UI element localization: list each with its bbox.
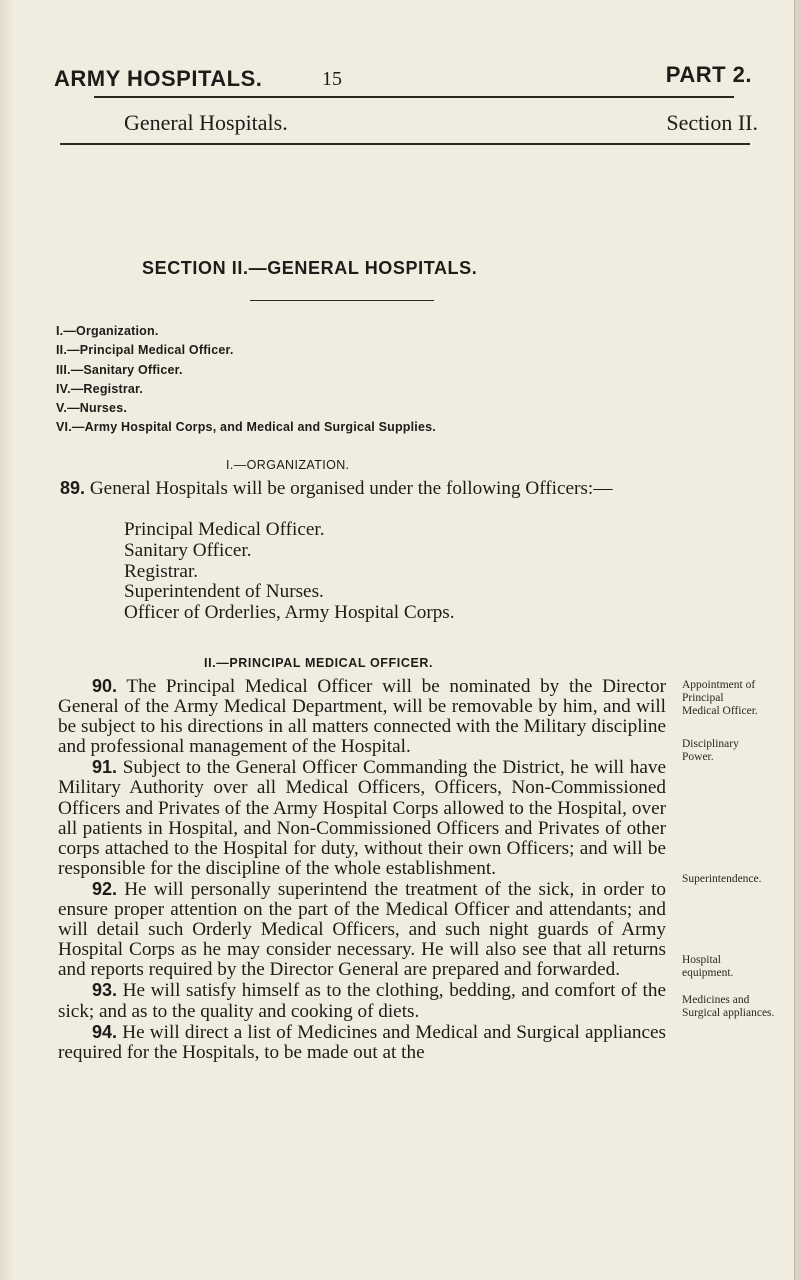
marginal-note: Disciplinary Power.: [682, 738, 739, 763]
paragraph-text: The Principal Medical Officer will be nominated by the Director General of the Army Medical Department, will be removable by him, and will be subject to his directions in all matters connected with the Military discipline and professional management of the Hospital.: [58, 676, 666, 758]
contents-item: IV.—Registrar.: [56, 381, 144, 396]
contents-item: V.—Nurses.: [56, 401, 128, 416]
officer-item: Officer of Orderlies, Army Hospital Corps.: [124, 602, 455, 624]
marginal-note: Superintendence.: [682, 873, 762, 885]
paragraph-91: [58, 757, 666, 879]
paragraph-89: [60, 478, 672, 499]
paragraph-92: [58, 879, 666, 980]
marginal-note: Hospital equipment.: [682, 954, 734, 979]
officer-item: Sanitary Officer.: [124, 539, 252, 561]
section-rule: [250, 300, 434, 301]
marginal-note: Medicines and Surgical appliances.: [682, 994, 775, 1019]
paragraph-93: [58, 980, 666, 1021]
part-label: PART 2.: [665, 62, 752, 87]
principal-medical-officer-heading: II.—PRINCIPAL MEDICAL OFFICER.: [204, 656, 434, 670]
contents-item: III.—Sanitary Officer.: [56, 362, 183, 377]
paragraph-number: 94.: [92, 1021, 118, 1042]
organization-heading: I.—ORGANIZATION.: [226, 458, 350, 472]
contents-item: II.—Principal Medical Officer.: [56, 343, 234, 358]
main-text: [58, 676, 666, 1063]
paragraph-number: 92.: [92, 878, 118, 899]
book-title: ARMY HOSPITALS.: [54, 66, 263, 91]
paragraph-number: 89.: [60, 478, 86, 498]
paragraph-90: [58, 676, 666, 757]
officer-item: Principal Medical Officer.: [124, 519, 325, 540]
officer-item: Registrar.: [124, 560, 199, 582]
paragraph-number: 93.: [92, 980, 118, 1001]
contents-item: I.—Organization.: [56, 324, 159, 338]
running-header: [54, 62, 752, 96]
contents-item: VI.—Army Hospital Corps, and Medical and Surgical Supplies.: [56, 420, 436, 435]
contents-list: [56, 322, 436, 438]
paragraph-text: Subject to the General Officer Commanding the District, he will have Military Authority over all Medical Officers, Officers, Non-Commissioned Officers and Privates of the Army Hospital Corps allowed to the Hospital, over all patients in Hospital, and Non-Commissioned Officers and Privates of other corps attached to the Hospital for duty, without their own Officers; and will be responsible for the discipline of the whole establishment.: [58, 757, 666, 879]
header-rule: [94, 96, 734, 98]
officers-list: [124, 520, 455, 624]
paragraph-number: 91.: [92, 757, 118, 778]
marginal-note: Appointment of Principal Medical Officer.: [682, 679, 758, 717]
paragraph-94: [58, 1022, 666, 1063]
paragraph-text: General Hospitals will be organised under the following Officers:—: [89, 478, 613, 499]
subheader-rule: [60, 143, 750, 145]
paragraph-text: He will personally superintend the treatment of the sick, in order to ensure proper attention on the part of the Medical Officer and attendants; and will detail such Orderly Medical Officers, and such night guards of Army Hospital Corps as he may consider necessary. He will also see that all returns and reports required by the Director General are prepared and forwarded.: [58, 878, 666, 981]
page-shadow: [0, 0, 14, 1280]
section-heading: SECTION II.—GENERAL HOSPITALS.: [142, 258, 478, 278]
officer-item: Superintendent of Nurses.: [124, 581, 324, 603]
page-edge: [794, 0, 801, 1280]
paragraph-number: 90.: [92, 676, 118, 696]
chapter-subtitle: General Hospitals.: [124, 110, 288, 135]
section-label: Section II.: [666, 110, 758, 135]
sub-header: [124, 110, 758, 138]
paragraph-text: He will direct a list of Medicines and Medical and Surgical appliances required for the Hospitals, to be made out at the: [58, 1021, 666, 1063]
paragraph-text: He will satisfy himself as to the clothing, bedding, and comfort of the sick; and as to the quality and cooking of diets.: [58, 980, 667, 1022]
page-number: 15: [322, 68, 342, 90]
